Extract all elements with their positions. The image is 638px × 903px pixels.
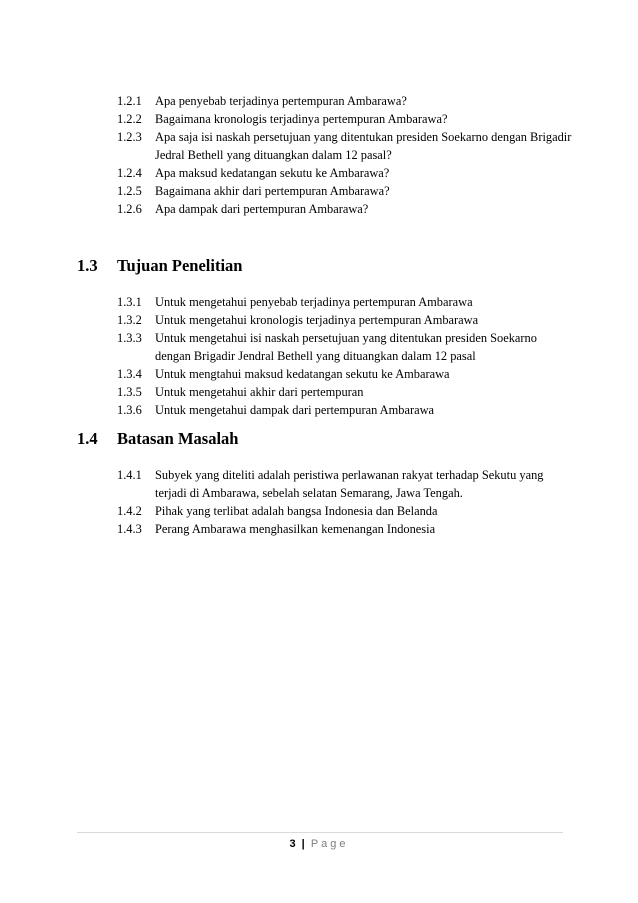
item-text: Pihak yang terlibat adalah bangsa Indonesia dan Belanda: [155, 504, 438, 518]
list-item: [117, 110, 575, 128]
item-number: 1.3.4: [117, 367, 142, 381]
list-item: [117, 200, 575, 218]
item-text: Untuk mengetahui akhir dari pertempuran: [155, 385, 364, 399]
section-title: Tujuan Penelitian: [117, 256, 243, 275]
item-number: 1.4.3: [117, 522, 142, 536]
item-text: Untuk mengetahui isi naskah persetujuan yang ditentukan presiden Soekarno dengan Brigadir Jendral Bethell yang dituangkan dalam 12 pasal: [155, 331, 537, 363]
item-number: 1.2.5: [117, 184, 142, 198]
item-text: Subyek yang diteliti adalah peristiwa perlawanan rakyat terhadap Sekutu yang terjadi di Ambarawa, sebelah selatan Semarang, Jawa Tengah.: [155, 468, 544, 500]
item-number: 1.3.2: [117, 313, 142, 327]
list-item: [117, 164, 575, 182]
rumusan-list: [117, 92, 575, 218]
item-text: Untuk mengtahui maksud kedatangan sekutu ke Ambarawa: [155, 367, 450, 381]
list-item: [117, 383, 575, 401]
list-item: [117, 401, 575, 419]
list-item: [117, 293, 575, 311]
item-text: Apa maksud kedatangan sekutu ke Ambarawa?: [155, 166, 390, 180]
list-item: [117, 502, 575, 520]
list-item: [117, 311, 575, 329]
page-number: 3: [289, 838, 296, 850]
section-heading-batasan: [77, 429, 238, 449]
page-label: Page: [310, 838, 349, 850]
item-text: Bagaimana kronologis terjadinya pertempuran Ambarawa?: [155, 112, 448, 126]
item-number: 1.3.3: [117, 331, 142, 345]
item-number: 1.2.6: [117, 202, 142, 216]
item-number: 1.4.2: [117, 504, 142, 518]
section-number: 1.4: [77, 429, 98, 448]
list-item: [117, 365, 575, 383]
item-text: Untuk mengetahui penyebab terjadinya pertempuran Ambarawa: [155, 295, 473, 309]
item-number: 1.4.1: [117, 468, 142, 482]
list-item: [117, 329, 575, 365]
batasan-list: [117, 466, 575, 538]
tujuan-list: [117, 293, 575, 419]
section-number: 1.3: [77, 256, 98, 275]
item-number: 1.3.5: [117, 385, 142, 399]
item-number: 1.2.3: [117, 130, 142, 144]
item-text: Apa saja isi naskah persetujuan yang ditentukan presiden Soekarno dengan Brigadir Jedral Bethell yang dituangkan dalam 12 pasal?: [155, 130, 572, 162]
list-item: [117, 128, 575, 164]
item-text: Untuk mengetahui kronologis terjadinya pertempuran Ambarawa: [155, 313, 479, 327]
page-footer: [0, 838, 638, 850]
list-item: [117, 466, 575, 502]
item-text: Untuk mengetahui dampak dari pertempuran Ambarawa: [155, 403, 435, 417]
item-text: Perang Ambarawa menghasilkan kemenangan Indonesia: [155, 522, 436, 536]
section-title: Batasan Masalah: [117, 429, 239, 448]
item-text: Apa dampak dari pertempuran Ambarawa?: [155, 202, 369, 216]
item-number: 1.2.2: [117, 112, 142, 126]
item-number: 1.3.1: [117, 295, 142, 309]
item-number: 1.2.4: [117, 166, 142, 180]
item-text: Bagaimana akhir dari pertempuran Ambarawa?: [155, 184, 390, 198]
item-text: Apa penyebab terjadinya pertempuran Ambarawa?: [155, 94, 407, 108]
footer-divider: [77, 832, 563, 833]
footer-separator: |: [301, 838, 305, 850]
item-number: 1.3.6: [117, 403, 142, 417]
list-item: [117, 520, 575, 538]
list-item: [117, 92, 575, 110]
list-item: [117, 182, 575, 200]
item-number: 1.2.1: [117, 94, 142, 108]
section-heading-tujuan: [77, 256, 242, 276]
